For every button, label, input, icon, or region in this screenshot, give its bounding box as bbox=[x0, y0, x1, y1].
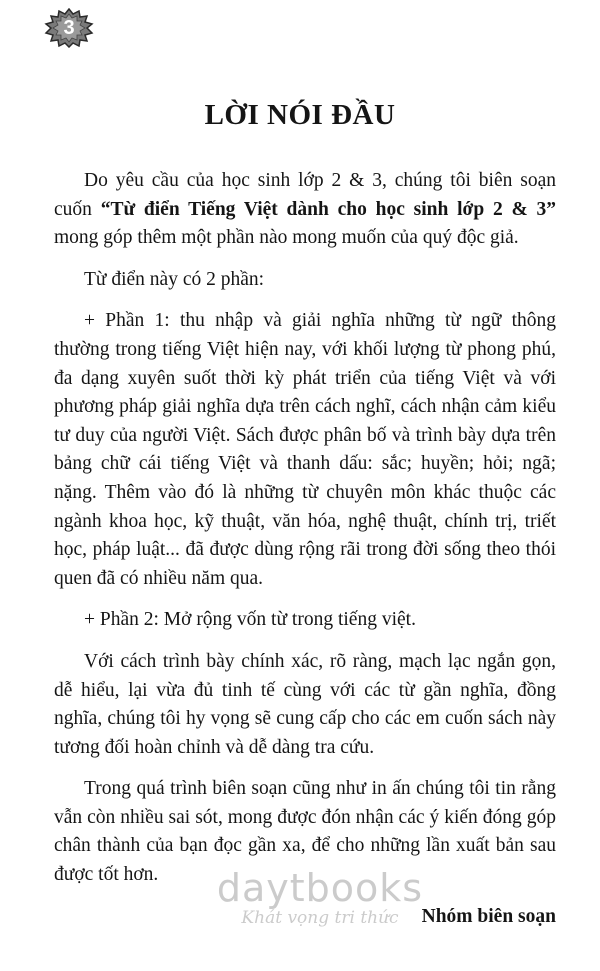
page-title: LỜI NÓI ĐẦU bbox=[204, 99, 396, 131]
watermark-slogan: Khát vọng tri thức bbox=[241, 908, 399, 928]
page-number-badge bbox=[44, 8, 94, 48]
paragraph-part-1: + Phần 1: thu nhập và giải nghĩa những từ ngữ thông thường trong tiếng Việt hiện nay, với khối lượng từ phong phú, đa dạng xuyên suốt thời kỳ phát triển của tiếng Việt và với phương pháp giải nghĩa dựa trên cách nghĩ, cách nhận cảm kiểu tư duy của người Việt. Sách được phân bố và trình bày dựa trên bảng chữ cái tiếng Việt và thanh dấu: sắc; huyền; hỏi; ngã; nặng. Thêm vào đó là những từ chuyên môn khác thuộc các ngành khoa học, kỹ thuật, văn hóa, nghệ thuật, chính trị, triết học, pháp luật... đã được dùng rộng rãi trong đời sống theo thói quen đã có nhiều năm qua. bbox=[54, 310, 556, 589]
paragraph-intro bbox=[54, 167, 556, 253]
preface-body bbox=[54, 167, 556, 931]
watermark-brand: daytbooks bbox=[216, 866, 424, 910]
author-signature: Nhóm biên soạn bbox=[421, 905, 556, 927]
book-title-reference: “Từ điển Tiếng Việt dành cho học sinh lớp 2 & 3” bbox=[100, 198, 556, 220]
paragraph-part-2: + Phần 2: Mở rộng vốn từ trong tiếng việt. bbox=[84, 609, 416, 631]
intro-text-end: mong góp thêm một phần nào mong muốn của quý độc giả. bbox=[54, 227, 519, 249]
page-number: 3 bbox=[63, 16, 75, 39]
paragraph-presentation: Với cách trình bày chính xác, rõ ràng, mạch lạc ngắn gọn, dễ hiểu, lại vừa đủ tinh tế cùng với các từ gần nghĩa, đồng nghĩa, chúng tôi hy vọng sẽ cung cấp cho các em cuốn sách này tương đối hoàn chỉnh và dễ dàng tra cứu. bbox=[54, 650, 556, 758]
paragraph-closing: Trong quá trình biên soạn cũng như in ấn chúng tôi tin rằng vẫn còn nhiều sai sót, mong được đón nhận các ý kiến đóng góp chân thành của bạn đọc gần xa, để cho những lần xuất bản sau được tốt hơn. bbox=[54, 778, 556, 886]
intro-text-start: Do yêu cầu của học sinh lớp 2 & 3, chúng tôi biên soạn cuốn bbox=[54, 170, 556, 220]
paragraph-parts-overview: Từ điển này có 2 phần: bbox=[84, 268, 265, 290]
